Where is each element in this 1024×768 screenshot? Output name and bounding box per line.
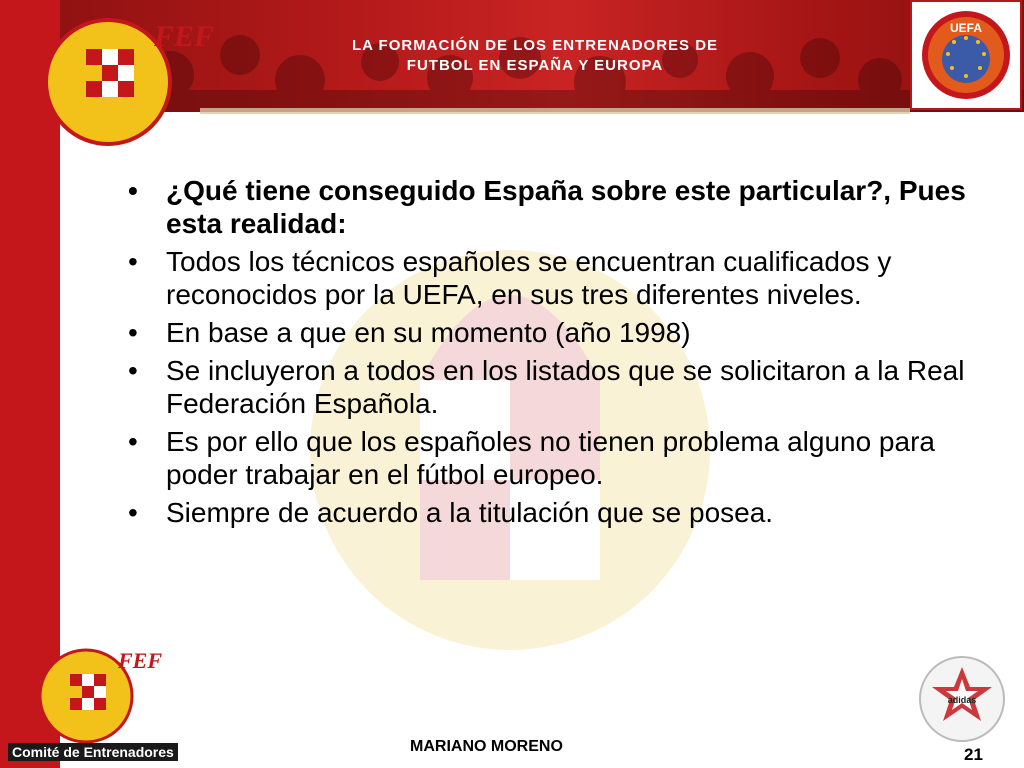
uefa-text: UEFA — [949, 21, 983, 35]
committee-crest-initials: FEF — [118, 648, 163, 673]
bullet-text: Todos los técnicos españoles se encuentran cualificados y reconocidos por la UEFA, en sus tres diferentes niveles. — [166, 246, 892, 310]
bullet-dot-icon: • — [128, 355, 138, 386]
crest-initials: FEF — [154, 20, 215, 53]
presentation-title — [300, 36, 770, 76]
page-number: 21 — [964, 745, 983, 764]
bullet-item — [122, 316, 982, 349]
bullet-item — [122, 174, 982, 240]
bullet-dot-icon: • — [128, 317, 138, 348]
uefa-logo — [912, 2, 1020, 108]
football-icon — [916, 655, 1008, 743]
bullet-item — [122, 425, 982, 491]
ball-brand: adidas — [947, 695, 977, 705]
bullet-dot-icon: • — [128, 246, 138, 277]
rfef-crest-logo — [36, 4, 215, 154]
bullet-list — [122, 174, 982, 534]
header-strip — [200, 108, 910, 114]
title-line-2: FUTBOL EN ESPAÑA Y EUROPA — [406, 57, 664, 74]
bullet-text: Siempre de acuerdo a la titulación que se posea. — [166, 497, 774, 528]
bullet-item — [122, 245, 982, 311]
bullet-item — [122, 354, 982, 420]
bullet-dot-icon: • — [128, 497, 138, 528]
bullet-text: ¿Qué tiene conseguido España sobre este particular?, Pues esta realidad: — [166, 175, 966, 239]
bullet-text: Se incluyeron a todos en los listados que se solicitaron a la Real Federación Española. — [166, 355, 965, 419]
bullet-text: En base a que en su momento (año 1998) — [166, 317, 691, 348]
author-name: MARIANO MORENO — [410, 738, 563, 755]
bullet-dot-icon: • — [128, 175, 138, 206]
bullet-dot-icon: • — [128, 426, 138, 457]
title-line-1: LA FORMACIÓN DE LOS ENTRENADORES DE — [351, 37, 719, 54]
bullet-text: Es por ello que los españoles no tienen problema alguno para poder trabajar en el fútbol europeo. — [166, 426, 935, 490]
uefa-logo-box — [910, 0, 1022, 110]
committee-label: Comité de Entrenadores — [8, 743, 178, 761]
bullet-item — [122, 496, 982, 529]
